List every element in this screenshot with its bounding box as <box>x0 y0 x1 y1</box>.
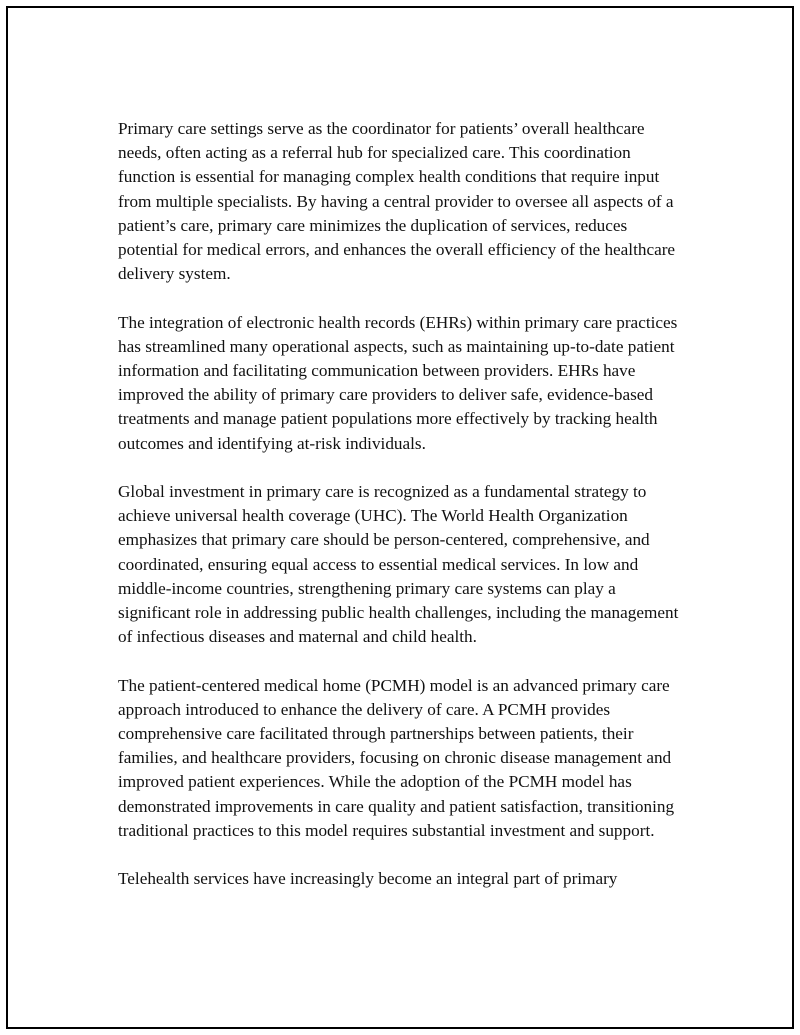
paragraph-care-coordination: Primary care settings serve as the coordinator for patients’ overall healthcare needs, often acting as a referral hub for specialized care. This coordination function is essential for managing complex health conditions that require input from multiple specialists. By having a central provider to oversee all aspects of a patient’s care, primary care minimizes the duplication of services, reduces potential for medical errors, and enhances the overall efficiency of the healthcare delivery system. <box>118 119 676 284</box>
paragraph-pcmh-model: The patient-centered medical home (PCMH) model is an advanced primary care approach introduced to enhance the delivery of care. A PCMH provides comprehensive care facilitated through partnerships between patients, their families, and healthcare providers, focusing on chronic disease management and improved patient experiences. While the adoption of the PCMH model has demonstrated improvements in care quality and patient satisfaction, transitioning traditional practices to this model requires substantial investment and support. <box>118 675 675 840</box>
document-body <box>118 117 690 916</box>
paragraph-electronic-health-records: The integration of electronic health records (EHRs) within primary care practices has streamlined many operational aspects, such as maintaining up-to-date patient information and facilitating communication between providers. EHRs have improved the ability of primary care providers to deliver safe, evidence-based treatments and manage patient populations more effectively by tracking health outcomes and identifying at-risk individuals. <box>118 312 678 453</box>
paragraph-global-investment: Global investment in primary care is recognized as a fundamental strategy to achieve universal health coverage (UHC). The World Health Organization emphasizes that primary care should be person-centered, comprehensive, and coordinated, ensuring equal access to essential medical services. In low and middle-income countries, strengthening primary care systems can play a significant role in addressing public health challenges, including the management of infectious diseases and maternal and child health. <box>118 482 679 647</box>
paragraph-telehealth: Telehealth services have increasingly become an integral part of primary <box>118 869 618 889</box>
